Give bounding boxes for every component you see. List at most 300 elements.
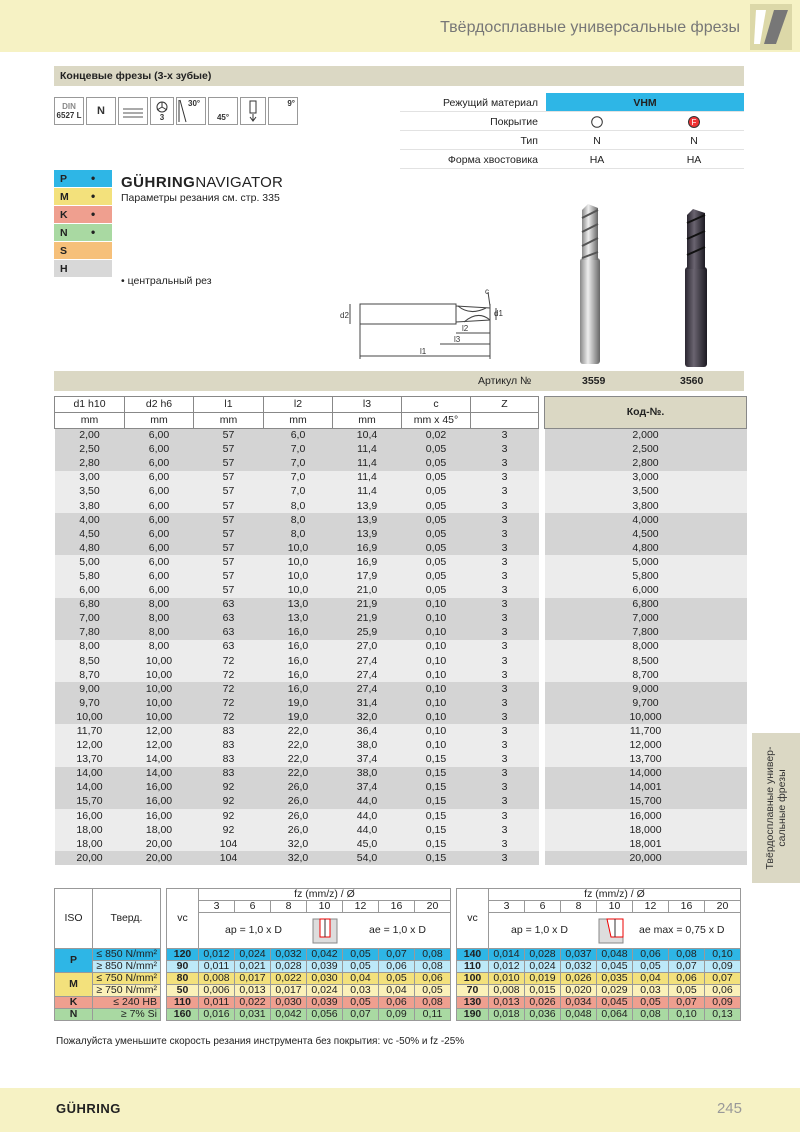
dim-cell: 3 bbox=[471, 569, 539, 583]
dim-cell: 0,10 bbox=[402, 626, 471, 640]
dim-cell: 16,0 bbox=[264, 668, 333, 682]
fz-cell: 0,037 bbox=[561, 949, 597, 961]
fz-cell: 0,028 bbox=[525, 949, 561, 961]
category-logo-icon bbox=[750, 4, 792, 50]
dim-cell: 13,0 bbox=[264, 612, 333, 626]
fz-cell: 0,022 bbox=[235, 997, 271, 1009]
dim-cell: 10,4 bbox=[333, 429, 402, 443]
right-ap: ap = 1,0 x D bbox=[511, 924, 568, 936]
dim-cell: 3 bbox=[471, 513, 539, 527]
prop-label: Режущий материал bbox=[443, 97, 538, 109]
dim-row bbox=[55, 443, 747, 457]
fz-cell: 0,016 bbox=[199, 1009, 235, 1021]
drawing-l2: l2 bbox=[462, 324, 469, 333]
vc-cell: 50 bbox=[167, 985, 199, 997]
iso-group-cell: M bbox=[55, 973, 93, 997]
prop-label: Форма хвостовика bbox=[447, 154, 538, 166]
fz-cell: 0,013 bbox=[489, 997, 525, 1009]
dim-code-cell: 5,800 bbox=[545, 569, 747, 583]
dim-cell: 0,10 bbox=[402, 668, 471, 682]
dim-cell: 72 bbox=[194, 682, 264, 696]
fz-cell: 0,06 bbox=[633, 949, 669, 961]
tool-image-uncoated bbox=[570, 200, 610, 368]
dim-row bbox=[55, 471, 747, 485]
fz-cell: 0,08 bbox=[669, 949, 705, 961]
dim-cell: 11,4 bbox=[333, 457, 402, 471]
dim-cell: 3 bbox=[471, 626, 539, 640]
dim-cell: 3 bbox=[471, 851, 539, 865]
dim-cell: 18,00 bbox=[125, 823, 194, 837]
cutting-row bbox=[55, 973, 741, 985]
dim-cell: 3,80 bbox=[55, 499, 125, 513]
dim-cell: 0,10 bbox=[402, 598, 471, 612]
dim-cell: 0,05 bbox=[402, 457, 471, 471]
dim-cell: 6,00 bbox=[55, 584, 125, 598]
dim-cell: 16,00 bbox=[125, 781, 194, 795]
dim-row bbox=[55, 612, 747, 626]
fz-cell: 0,008 bbox=[199, 973, 235, 985]
fz-cell: 0,07 bbox=[669, 997, 705, 1009]
dim-cell: 26,0 bbox=[264, 795, 333, 809]
fz-cell: 0,06 bbox=[705, 985, 741, 997]
central-cut-note: • центральный рез bbox=[121, 275, 212, 287]
fz-cell: 0,039 bbox=[307, 961, 343, 973]
dim-cell: 19,0 bbox=[264, 696, 333, 710]
dim-cell: 0,15 bbox=[402, 781, 471, 795]
dim-row bbox=[55, 739, 747, 753]
dim-cell: 16,00 bbox=[125, 809, 194, 823]
dim-row bbox=[55, 499, 747, 513]
right-ae: ae max = 0,75 x D bbox=[639, 924, 725, 936]
diameter-cell: 8 bbox=[561, 901, 597, 913]
dim-cell: 83 bbox=[194, 724, 264, 738]
dim-cell: 27,4 bbox=[333, 668, 402, 682]
dim-cell: 0,02 bbox=[402, 429, 471, 443]
diameter-cell: 3 bbox=[199, 901, 235, 913]
dim-cell: 72 bbox=[194, 710, 264, 724]
dim-cell: 27,0 bbox=[333, 640, 402, 654]
dim-cell: 44,0 bbox=[333, 809, 402, 823]
din-number: 6527 L bbox=[56, 111, 82, 120]
dim-cell: 63 bbox=[194, 640, 264, 654]
dim-cell: 0,15 bbox=[402, 851, 471, 865]
dim-row bbox=[55, 555, 747, 569]
diameter-cell: 12 bbox=[633, 901, 669, 913]
article-label: Артикул № bbox=[478, 375, 532, 387]
dim-cell: 27,4 bbox=[333, 654, 402, 668]
dim-cell: 57 bbox=[194, 443, 264, 457]
dim-row bbox=[55, 457, 747, 471]
dim-cell: 83 bbox=[194, 739, 264, 753]
dim-code-cell: 16,000 bbox=[545, 809, 747, 823]
dim-cell: 14,00 bbox=[55, 767, 125, 781]
iso-group-cell: K bbox=[55, 997, 93, 1009]
dim-cell: 31,4 bbox=[333, 696, 402, 710]
dim-cell: 38,0 bbox=[333, 767, 402, 781]
dim-cell: 11,4 bbox=[333, 485, 402, 499]
diameter-cell: 8 bbox=[271, 901, 307, 913]
dim-cell: 10,0 bbox=[264, 541, 333, 555]
material-k bbox=[54, 206, 112, 224]
dim-code-cell: 4,500 bbox=[545, 527, 747, 541]
cutting-body bbox=[55, 889, 741, 1021]
unit-l2: mm bbox=[264, 413, 333, 429]
fz-cell: 0,028 bbox=[271, 961, 307, 973]
dim-cell: 12,00 bbox=[125, 724, 194, 738]
fz-cell: 0,09 bbox=[379, 1009, 415, 1021]
dim-cell: 0,10 bbox=[402, 640, 471, 654]
vc-cell: 120 bbox=[167, 949, 199, 961]
unit-l3: mm bbox=[333, 413, 402, 429]
dim-cell: 6,00 bbox=[125, 555, 194, 569]
fz-cell: 0,030 bbox=[307, 973, 343, 985]
prop-coating bbox=[400, 112, 744, 131]
dim-cell: 6,00 bbox=[125, 584, 194, 598]
material-p bbox=[54, 170, 112, 188]
drawing-c: c bbox=[485, 287, 489, 296]
dim-cell: 3 bbox=[471, 696, 539, 710]
material-dot: • bbox=[91, 207, 96, 221]
dim-row bbox=[55, 837, 747, 851]
dim-code-cell: 6,000 bbox=[545, 584, 747, 598]
fz-cell: 0,08 bbox=[415, 997, 451, 1009]
fz-cell: 0,024 bbox=[525, 961, 561, 973]
dim-cell: 0,05 bbox=[402, 584, 471, 598]
fz-cell: 0,022 bbox=[271, 973, 307, 985]
fz-cell: 0,08 bbox=[415, 961, 451, 973]
cutting-row bbox=[55, 997, 741, 1009]
fz-cell: 0,13 bbox=[705, 1009, 741, 1021]
dim-cell: 10,00 bbox=[125, 668, 194, 682]
dim-code-cell: 4,800 bbox=[545, 541, 747, 555]
cut-vc-header: vc bbox=[167, 889, 199, 949]
dim-cell: 13,9 bbox=[333, 499, 402, 513]
chamfer-icon bbox=[208, 97, 238, 125]
tool-drawing bbox=[340, 284, 510, 366]
fz-cell: 0,031 bbox=[235, 1009, 271, 1021]
dim-cell: 8,00 bbox=[125, 598, 194, 612]
dim-code-cell: 11,700 bbox=[545, 724, 747, 738]
dim-cell: 7,0 bbox=[264, 443, 333, 457]
dim-cell: 92 bbox=[194, 795, 264, 809]
fz-cell: 0,045 bbox=[597, 961, 633, 973]
dim-cell: 7,0 bbox=[264, 485, 333, 499]
navigator-logo bbox=[121, 174, 283, 191]
dim-cell: 0,05 bbox=[402, 471, 471, 485]
dim-cell: 3 bbox=[471, 739, 539, 753]
cut-fz-header-right: fz (mm/z) / Ø bbox=[489, 889, 741, 901]
dim-code-cell: 6,800 bbox=[545, 598, 747, 612]
dim-cell: 0,15 bbox=[402, 767, 471, 781]
dim-code-cell: 7,800 bbox=[545, 626, 747, 640]
side-tab-line1: Твёрдосплавные универ- bbox=[764, 746, 776, 870]
dim-cell: 7,0 bbox=[264, 457, 333, 471]
dim-cell: 63 bbox=[194, 626, 264, 640]
dim-cell: 0,15 bbox=[402, 809, 471, 823]
dim-cell: 92 bbox=[194, 823, 264, 837]
dim-cell: 12,00 bbox=[125, 739, 194, 753]
dim-cell: 9,00 bbox=[55, 682, 125, 696]
dim-code-cell: 8,500 bbox=[545, 654, 747, 668]
fz-cell: 0,05 bbox=[343, 949, 379, 961]
article-3560: 3560 bbox=[680, 375, 704, 387]
dim-cell: 22,0 bbox=[264, 739, 333, 753]
unit-z bbox=[471, 413, 539, 429]
dim-cell: 0,10 bbox=[402, 724, 471, 738]
dim-cell: 32,0 bbox=[264, 851, 333, 865]
fz-cell: 0,05 bbox=[633, 997, 669, 1009]
dim-cell: 3 bbox=[471, 809, 539, 823]
dim-cell: 32,0 bbox=[333, 710, 402, 724]
cutting-row bbox=[55, 985, 741, 997]
cutting-row bbox=[55, 1009, 741, 1021]
dim-cell: 0,05 bbox=[402, 443, 471, 457]
dim-cell: 6,00 bbox=[125, 485, 194, 499]
vc-cell: 90 bbox=[167, 961, 199, 973]
dim-cell: 0,05 bbox=[402, 513, 471, 527]
dim-cell: 16,00 bbox=[55, 809, 125, 823]
dim-code-cell: 12,000 bbox=[545, 739, 747, 753]
fz-cell: 0,032 bbox=[271, 949, 307, 961]
dim-cell: 8,00 bbox=[125, 612, 194, 626]
fz-cell: 0,10 bbox=[705, 949, 741, 961]
dim-code-cell: 2,000 bbox=[545, 429, 747, 443]
dim-cell: 3,00 bbox=[55, 471, 125, 485]
diameter-cell: 10 bbox=[597, 901, 633, 913]
dim-cell: 16,0 bbox=[264, 654, 333, 668]
dim-cell: 26,0 bbox=[264, 781, 333, 795]
dim-cell: 3 bbox=[471, 724, 539, 738]
dim-cell: 18,00 bbox=[55, 823, 125, 837]
col-d1: d1 h10 bbox=[55, 397, 125, 413]
material-h bbox=[54, 260, 112, 278]
dim-cell: 0,05 bbox=[402, 527, 471, 541]
dim-cell: 2,50 bbox=[55, 443, 125, 457]
dim-code-cell: 8,000 bbox=[545, 640, 747, 654]
dim-cell: 3 bbox=[471, 837, 539, 851]
dim-row bbox=[55, 569, 747, 583]
dim-cell: 6,00 bbox=[125, 569, 194, 583]
drawing-d1: d1 bbox=[494, 309, 503, 318]
dim-cell: 10,00 bbox=[125, 654, 194, 668]
dim-cell: 8,50 bbox=[55, 654, 125, 668]
dim-row bbox=[55, 485, 747, 499]
vc-cell: 110 bbox=[167, 997, 199, 1009]
col-c: c bbox=[402, 397, 471, 413]
dim-cell: 92 bbox=[194, 781, 264, 795]
dim-row bbox=[55, 640, 747, 654]
dim-cell: 6,00 bbox=[125, 541, 194, 555]
hardness-cell: ≤ 850 N/mm² bbox=[93, 949, 161, 961]
unit-d1: mm bbox=[55, 413, 125, 429]
col-code: Код-№. bbox=[545, 397, 747, 429]
dim-cell: 3 bbox=[471, 584, 539, 598]
dim-cell: 18,00 bbox=[55, 837, 125, 851]
prop-value: HA bbox=[589, 154, 605, 166]
fz-cell: 0,04 bbox=[633, 973, 669, 985]
diameter-cell: 6 bbox=[525, 901, 561, 913]
dim-header-row bbox=[55, 397, 747, 413]
material-m bbox=[54, 188, 112, 206]
dim-cell: 104 bbox=[194, 837, 264, 851]
dim-cell: 3 bbox=[471, 654, 539, 668]
diameter-cell: 10 bbox=[307, 901, 343, 913]
navigator-brand: GÜHRING bbox=[121, 174, 196, 191]
dim-cell: 6,00 bbox=[125, 429, 194, 443]
dim-cell: 10,00 bbox=[125, 710, 194, 724]
fz-cell: 0,008 bbox=[489, 985, 525, 997]
dim-cell: 21,9 bbox=[333, 612, 402, 626]
dim-cell: 16,9 bbox=[333, 541, 402, 555]
dim-cell: 14,00 bbox=[125, 767, 194, 781]
dim-cell: 8,0 bbox=[264, 527, 333, 541]
fz-cell: 0,07 bbox=[379, 949, 415, 961]
vc-cell: 190 bbox=[457, 1009, 489, 1021]
dim-cell: 6,00 bbox=[125, 527, 194, 541]
spec-icons bbox=[54, 97, 298, 125]
dim-code-cell: 14,000 bbox=[545, 767, 747, 781]
prop-label: Покрытие bbox=[490, 116, 538, 128]
fz-cell: 0,011 bbox=[199, 961, 235, 973]
cutting-data-table bbox=[54, 888, 741, 1021]
dim-cell: 7,0 bbox=[264, 471, 333, 485]
material-letter: K bbox=[60, 209, 68, 221]
dim-cell: 10,00 bbox=[125, 682, 194, 696]
dim-cell: 3 bbox=[471, 612, 539, 626]
dim-row bbox=[55, 767, 747, 781]
dim-cell: 4,80 bbox=[55, 541, 125, 555]
clearance-angle-icon bbox=[268, 97, 298, 125]
page-footer bbox=[0, 1088, 800, 1132]
article-bar bbox=[54, 371, 744, 391]
fz-cell: 0,018 bbox=[489, 1009, 525, 1021]
side-tab[interactable] bbox=[752, 733, 800, 883]
section-bar bbox=[54, 66, 744, 86]
fz-cell: 0,015 bbox=[525, 985, 561, 997]
dim-cell: 3 bbox=[471, 429, 539, 443]
dim-row bbox=[55, 696, 747, 710]
dim-cell: 6,00 bbox=[125, 443, 194, 457]
dim-cell: 57 bbox=[194, 485, 264, 499]
dim-row bbox=[55, 795, 747, 809]
helix-angle-value: 30° bbox=[188, 99, 201, 108]
dim-code-cell: 2,800 bbox=[545, 457, 747, 471]
dim-cell: 44,0 bbox=[333, 823, 402, 837]
drawing-d2: d2 bbox=[340, 311, 349, 320]
dim-cell: 13,0 bbox=[264, 598, 333, 612]
dim-row bbox=[55, 654, 747, 668]
prop-value: HA bbox=[686, 154, 702, 166]
dim-cell: 27,4 bbox=[333, 682, 402, 696]
material-letter: S bbox=[60, 245, 68, 257]
material-dot: • bbox=[91, 189, 96, 203]
fz-cell: 0,06 bbox=[669, 973, 705, 985]
left-ae: ae = 1,0 x D bbox=[369, 924, 426, 936]
unit-d2: mm bbox=[125, 413, 194, 429]
dim-cell: 57 bbox=[194, 569, 264, 583]
dim-cell: 57 bbox=[194, 457, 264, 471]
side-milling-icon bbox=[597, 917, 625, 945]
hardness-cell: ≥ 750 N/mm² bbox=[93, 985, 161, 997]
plunge-icon bbox=[240, 97, 266, 125]
dim-cell: 10,0 bbox=[264, 584, 333, 598]
dim-cell: 2,00 bbox=[55, 429, 125, 443]
dim-row bbox=[55, 513, 747, 527]
dim-code-cell: 3,000 bbox=[545, 471, 747, 485]
dim-cell: 0,15 bbox=[402, 753, 471, 767]
fz-cell: 0,07 bbox=[343, 1009, 379, 1021]
dim-cell: 21,9 bbox=[333, 598, 402, 612]
fz-cell: 0,03 bbox=[633, 985, 669, 997]
uncoated-note: Пожалуйста уменьшите скорость резания инструмента без покрытия: vc -50% и fz -25% bbox=[56, 1036, 465, 1047]
fz-cell: 0,07 bbox=[669, 961, 705, 973]
dim-cell: 3 bbox=[471, 710, 539, 724]
fz-cell: 0,013 bbox=[235, 985, 271, 997]
dim-cell: 12,00 bbox=[55, 739, 125, 753]
dim-cell: 57 bbox=[194, 499, 264, 513]
dim-cell: 57 bbox=[194, 429, 264, 443]
dim-cell: 9,70 bbox=[55, 696, 125, 710]
dim-code-cell: 3,800 bbox=[545, 499, 747, 513]
material-s bbox=[54, 242, 112, 260]
dim-cell: 6,00 bbox=[125, 513, 194, 527]
fz-cell: 0,039 bbox=[307, 997, 343, 1009]
vc-cell: 140 bbox=[457, 949, 489, 961]
unit-c: mm x 45° bbox=[402, 413, 471, 429]
col-d2: d2 h6 bbox=[125, 397, 194, 413]
iso-group-cell: N bbox=[55, 1009, 93, 1021]
dim-cell: 10,00 bbox=[55, 710, 125, 724]
dim-row bbox=[55, 626, 747, 640]
dim-cell: 25,9 bbox=[333, 626, 402, 640]
dim-code-cell: 9,000 bbox=[545, 682, 747, 696]
fz-cell: 0,017 bbox=[271, 985, 307, 997]
dim-cell: 6,00 bbox=[125, 457, 194, 471]
cut-vc-header-right: vc bbox=[457, 889, 489, 949]
fz-cell: 0,09 bbox=[705, 997, 741, 1009]
dim-cell: 5,00 bbox=[55, 555, 125, 569]
fz-cell: 0,064 bbox=[597, 1009, 633, 1021]
fz-cell: 0,036 bbox=[525, 1009, 561, 1021]
dim-cell: 72 bbox=[194, 668, 264, 682]
section-title: Концевые фрезы (3-х зубые) bbox=[60, 70, 212, 82]
dim-row bbox=[55, 584, 747, 598]
cut-iso-header: ISO bbox=[55, 889, 93, 949]
dim-cell: 7,80 bbox=[55, 626, 125, 640]
fz-cell: 0,048 bbox=[561, 1009, 597, 1021]
fz-cell: 0,012 bbox=[489, 961, 525, 973]
fz-cell: 0,07 bbox=[705, 973, 741, 985]
fz-cell: 0,08 bbox=[633, 1009, 669, 1021]
dim-cell: 83 bbox=[194, 767, 264, 781]
dim-cell: 63 bbox=[194, 598, 264, 612]
dim-cell: 37,4 bbox=[333, 753, 402, 767]
dim-cell: 3 bbox=[471, 823, 539, 837]
navigator-name: NAVIGATOR bbox=[195, 174, 283, 191]
dim-cell: 8,00 bbox=[125, 626, 194, 640]
dim-row bbox=[55, 724, 747, 738]
diameter-cell: 16 bbox=[669, 901, 705, 913]
dim-cell: 0,05 bbox=[402, 541, 471, 555]
dim-row bbox=[55, 823, 747, 837]
prop-value: N bbox=[593, 135, 601, 147]
dim-cell: 20,00 bbox=[125, 837, 194, 851]
dim-cell: 11,70 bbox=[55, 724, 125, 738]
dim-cell: 3 bbox=[471, 640, 539, 654]
fz-cell: 0,006 bbox=[199, 985, 235, 997]
dim-cell: 8,00 bbox=[125, 640, 194, 654]
clearance-angle-value: 9° bbox=[287, 99, 295, 108]
